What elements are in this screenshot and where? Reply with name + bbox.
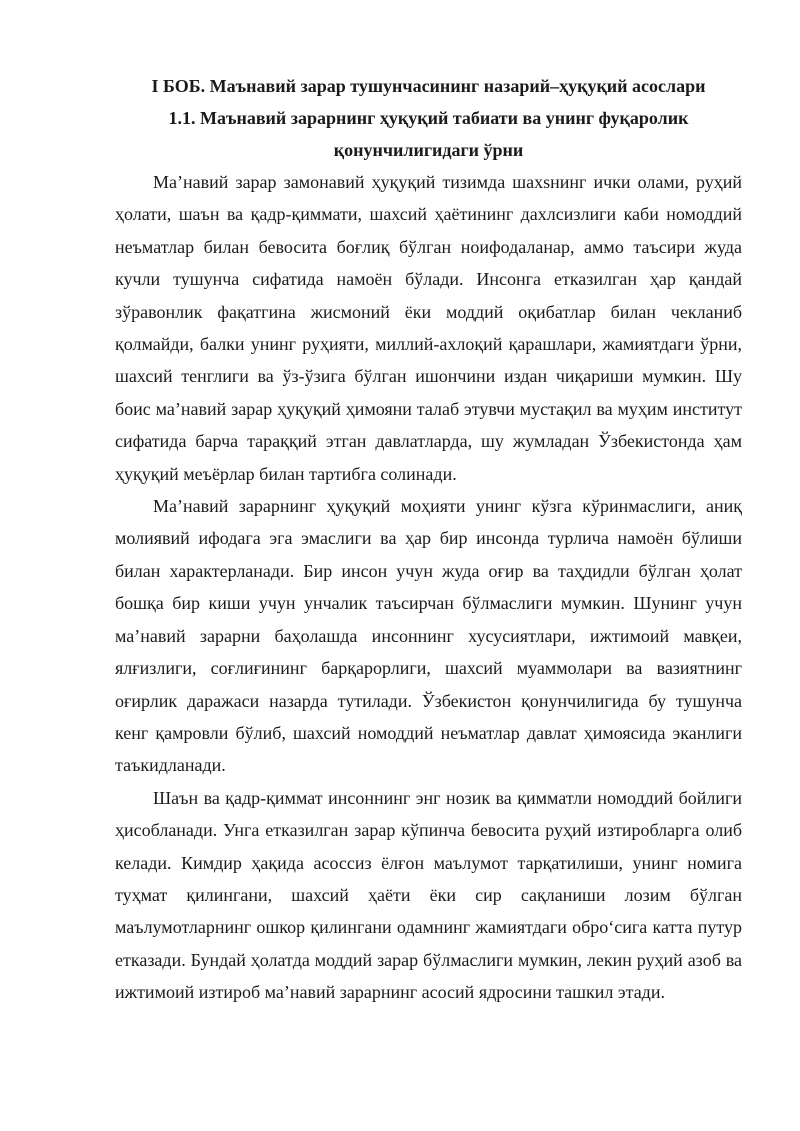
paragraph-3: Шаън ва қадр-қиммат инсоннинг энг нозик ва қимматли номоддий бойлиги ҳисобланади. Унга етказилган зарар кўпинча бевосита руҳий изтиробларга олиб келади. Кимдир ҳақида асоссиз ёлғон маълумот тарқатилиши, унинг номига туҳмат қилингани, шахсий ҳаёти ёки сир сақланиши лозим бўлган маълумотларнинг ошкор қилингани одамнинг жамиятдаги обро‘сига катта путур етказади. Бундай ҳолатда моддий зарар бўлмаслиги мумкин, лекин руҳий азоб ва ижтимоий изтироб ма’навий зарарнинг асосий ядросини ташкил этади. xyxy=(115,787,742,1003)
paragraph-1: Ма’навий зарар замонавий ҳуқуқий тизимда шахsнинг ички олами, руҳий ҳолати, шаън ва қадр-қиммати, шахсий ҳаётининг дахлсизлиги каби номоддий неъматлар билан бевосита боғлиқ бўлган ноифодаланар, аммо таъсири жуда кучли тушунча сифатида намоён бўлади. Инсонга етказилган ҳар қандай зўравонлик фақатгина жисмоний ёки моддий оқибатлар билан чекланиб қолмайди, балки унинг руҳияти, миллий-ахлоқий қарашлари, жамиятдаги ўрни, шахсий тенглиги ва ўз-ўзига бўлган ишончини издан чиқариши мумкин. Шу боис ма’навий зарар ҳуқуқий ҳимояни талаб этувчи мустақил ва муҳим институт сифатида барча тараққий этган давлатларда, шу жумладан Ўзбекистонда ҳам ҳуқуқий меъёрлар билан тартибга солинади. xyxy=(115,172,742,484)
paragraph-2: Ма’навий зарарнинг ҳуқуқий моҳияти унинг кўзга кўринмаслиги, аниқ молиявий ифодага эга эмаслиги ва ҳар бир инсонда турлича намоён бўлиши билан характерланади. Бир инсон учун жуда оғир ва таҳдидли бўлган ҳолат бошқа бир киши учун унчалик таъсирчан бўлмаслиги мумкин. Шунинг учун ма’навий зарарни баҳолашда инсоннинг хусусиятлари, ижтимоий мавқеи, ялғизлиги, соғлиғининг барқарорлиги, шахсий муаммолари ва вазиятнинг оғирлик даражаси назарда тутилади. Ўзбекистон қонунчилигида бу тушунча кенг қамровли бўлиб, шахсий номоддий неъматлар давлат ҳимоясида эканлиги таъкидланади. xyxy=(115,496,742,776)
section-title: 1.1. Маънавий зарарнинг ҳуқуқий табиати ва унинг фуқаролик қонунчилигидаги ўрни xyxy=(168,108,689,160)
chapter-title: I БОБ. Маънавий зарар тушунчасининг назарий–ҳуқуқий асослари xyxy=(151,76,706,96)
document-page xyxy=(115,70,742,1009)
